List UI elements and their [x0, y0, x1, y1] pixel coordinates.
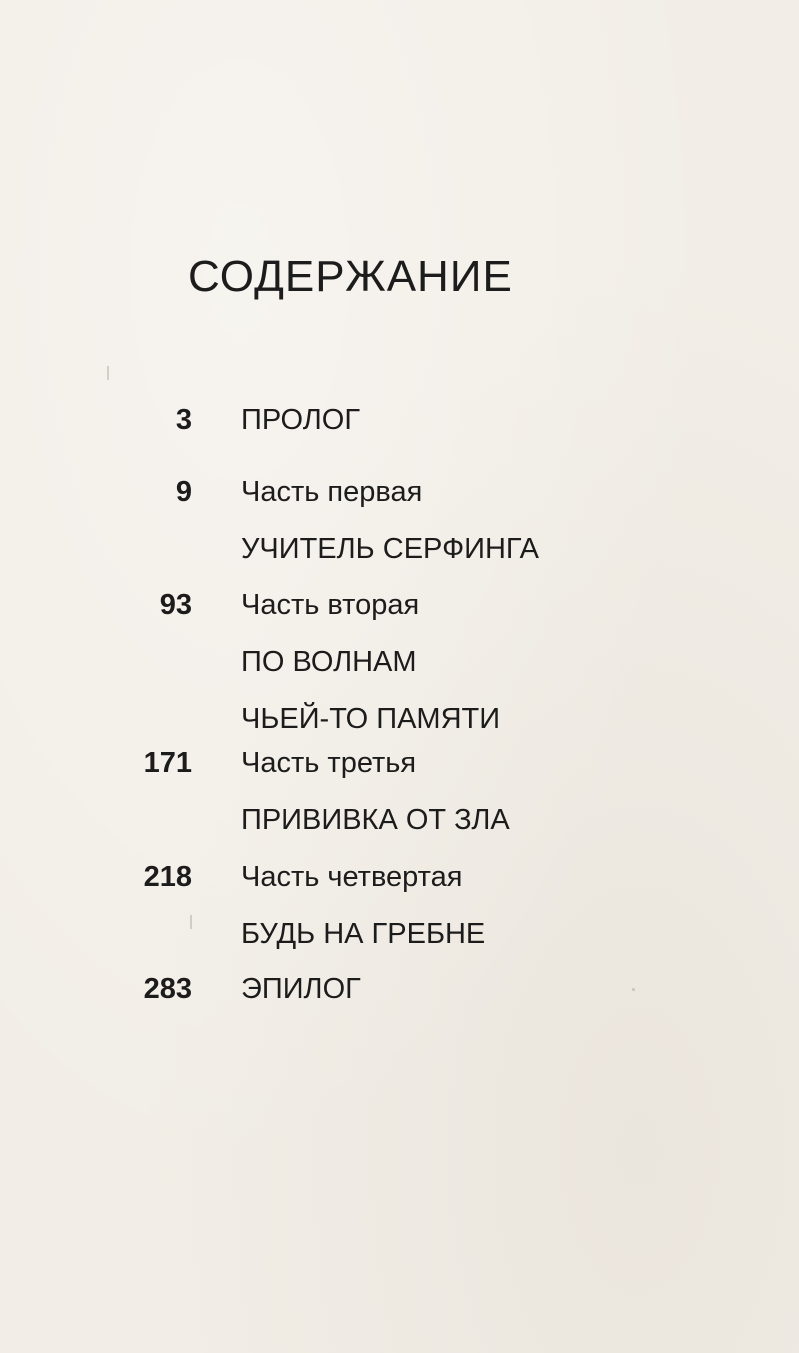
paper-speck — [190, 915, 192, 929]
paper-speck — [107, 366, 109, 380]
toc-entry-text — [241, 587, 500, 737]
toc-page-number: 3 — [175, 404, 192, 436]
paper-speck — [632, 988, 635, 991]
toc-page-number: 9 — [175, 476, 192, 508]
toc-entry-line: Часть четвертая — [241, 861, 463, 893]
toc-entry-line: Часть третья — [241, 747, 417, 779]
toc-entry-line: БУДЬ НА ГРЕБНЕ — [241, 918, 486, 950]
toc-page-number: 171 — [143, 747, 192, 779]
toc-page-number: 93 — [159, 589, 192, 621]
toc-entry-text — [241, 474, 539, 567]
toc-entry-line: Часть первая — [241, 476, 423, 508]
toc-entry-text — [241, 971, 361, 1007]
toc-entry-text — [241, 859, 485, 952]
toc-entry-text — [241, 745, 510, 838]
toc-entry-line: ПРОЛОГ — [241, 404, 361, 436]
toc-page-number: 283 — [143, 973, 192, 1005]
toc-entry-text — [241, 402, 360, 438]
toc-title: СОДЕРЖАНИЕ — [188, 252, 513, 301]
toc-entry-line: ЧЬЕЙ-ТО ПАМЯТИ — [241, 703, 501, 735]
toc-page-number: 218 — [143, 861, 192, 893]
toc-entry-line: ЭПИЛОГ — [241, 973, 361, 1005]
toc-entry-line: Часть вторая — [241, 589, 420, 621]
toc-entry-line: УЧИТЕЛЬ СЕРФИНГА — [241, 533, 540, 565]
toc-entry-line: ПО ВОЛНАМ — [241, 646, 417, 678]
toc-entry-line: ПРИВИВКА ОТ ЗЛА — [241, 804, 510, 836]
